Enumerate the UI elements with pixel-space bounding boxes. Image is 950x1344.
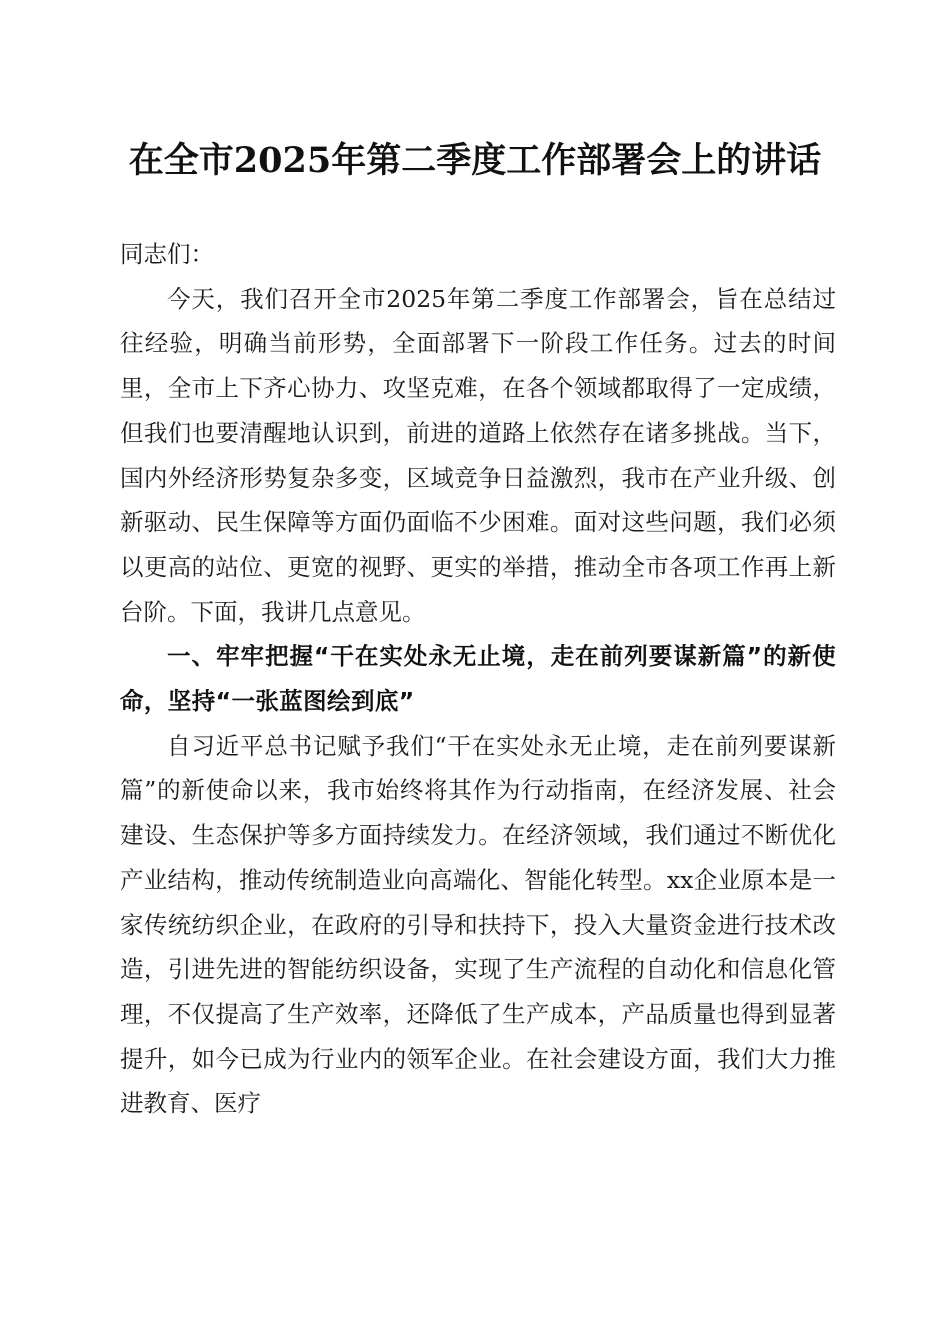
section-heading: 一、牢牢把握“干在实处永无止境，走在前列要谋新篇”的新使命，坚持“一张蓝图绘到底” [120,642,836,716]
intro-paragraph: 今天，我们召开全市2025年第二季度工作部署会，旨在总结过往经验，明确当前形势，全面部署下一阶段工作任务。过去的时间里，全市上下齐心协力、攻坚克难，在各个领域都取得了一定成绩，但我们也要清醒地认识到，前进的道路上依然存在诸多挑战。当下，国内外经济形势复杂多变，区域竞争日益激烈，我市在产业升级、创新驱动、民生保障等方面仍面临不少困难。面对这些问题，我们必须以更高的站位、更宽的视野、更实的举措，推动全市各项工作再上新台阶。下面，我讲几点意见。 [120,284,836,626]
document-body [120,232,836,1126]
document-title: 在全市2025年第二季度工作部署会上的讲话 [128,140,822,181]
salutation: 同志们： [120,240,214,268]
section-paragraph: 自习近平总书记赋予我们“干在实处永无止境，走在前列要谋新篇”的新使命以来，我市始终将其作为行动指南，在经济发展、社会建设、生态保护等多方面持续发力。在经济领域，我们通过不断优化产业结构，推动传统制造业向高端化、智能化转型。xx企业原本是一家传统纺织企业，在政府的引导和扶持下，投入大量资金进行技术改造，引进先进的智能纺织设备，实现了生产流程的自动化和信息化管理，不仅提高了生产效率，还降低了生产成本，产品质量也得到显著提升，如今已成为行业内的领军企业。在社会建设方面，我们大力推进教育、医疗 [120,731,836,1118]
